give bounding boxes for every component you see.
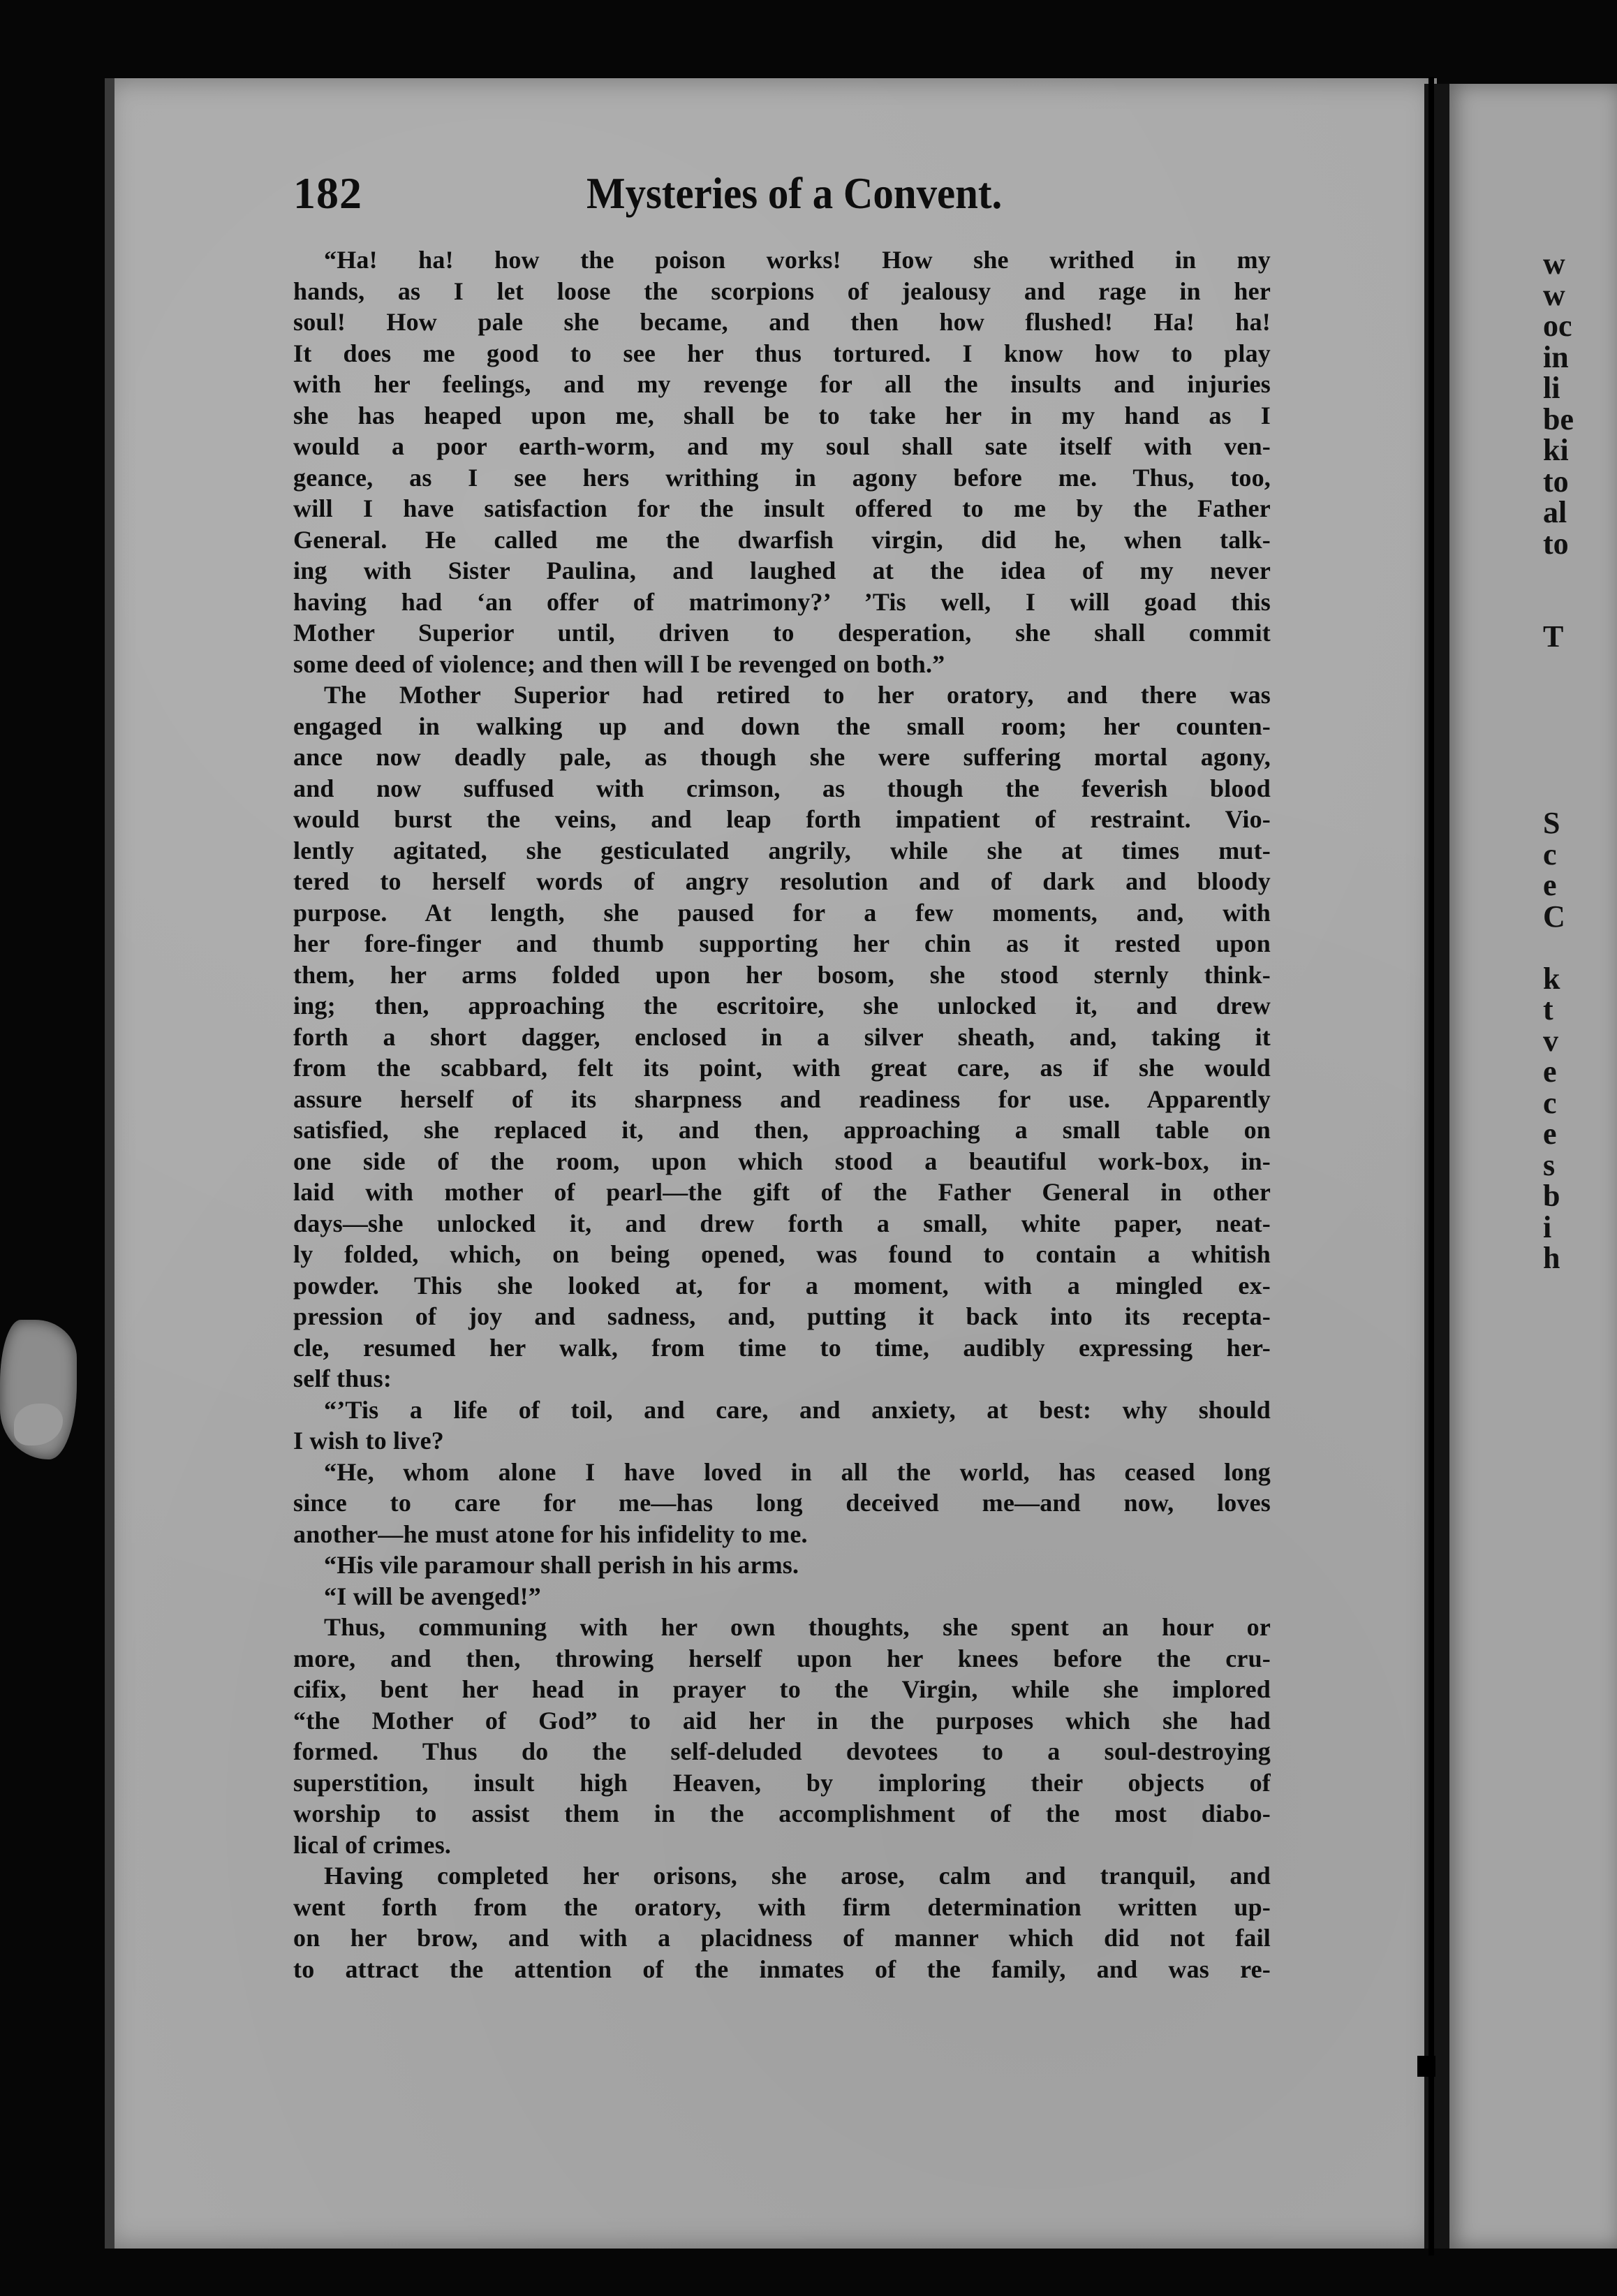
text-line: self thus:	[293, 1364, 392, 1392]
text-line: since to care for me—has long deceived me—and now, loves	[293, 1489, 1271, 1517]
text-line: tered to herself words of angry resolution and of dark and bloody	[293, 867, 1271, 895]
right-page-fragment: v	[1543, 1023, 1558, 1058]
right-page-fragment: w	[1543, 277, 1565, 312]
right-page-fragment: b	[1543, 1179, 1560, 1213]
text-line: It does me good to see her thus tortured. I know how to play	[293, 339, 1271, 367]
text-line: “Ha! ha! how the poison works! How she writhed in my	[324, 246, 1271, 274]
text-line: went forth from the oratory, with firm determination written up-	[293, 1892, 1271, 1921]
right-page-fragment: e	[1543, 1117, 1557, 1151]
text-line: Mother Superior until, driven to desperation, she shall commit	[293, 619, 1271, 647]
text-line: some deed of violence; and then will I be revenged on both.”	[293, 649, 945, 678]
right-page-fragment: c	[1543, 1085, 1557, 1120]
text-line: forth a short dagger, enclosed in a silver sheath, and, taking it	[293, 1022, 1271, 1051]
text-line: days—she unlocked it, and drew forth a small, white paper, neat-	[293, 1209, 1271, 1237]
text-line: lently agitated, she gesticulated angrily, while she at times mut-	[293, 836, 1271, 864]
text-line: “He, whom alone I have loved in all the world, has ceased long	[324, 1457, 1271, 1486]
right-page-fragment: to	[1543, 464, 1569, 499]
binding-mark	[1417, 2056, 1435, 2077]
text-line: another—he must atone for his infidelity to me.	[293, 1519, 808, 1548]
right-page-fragment: c	[1543, 837, 1557, 871]
right-page-fragment: T	[1543, 619, 1564, 654]
text-line: with her feelings, and my revenge for all the insults and injuries	[293, 370, 1271, 398]
text-line: geance, as I see hers writhing in agony before me. Thus, too,	[293, 463, 1271, 492]
text-line: will I have satisfaction for the insult offered to me by the Father	[293, 494, 1271, 522]
right-page-fragment: C	[1543, 899, 1565, 934]
right-page-fragment: e	[1543, 868, 1557, 902]
right-page-fragment: oc	[1543, 309, 1572, 343]
text-line: hands, as I let loose the scorpions of jealousy and rage in her	[293, 277, 1271, 305]
text-line: worship to assist them in the accomplishment of the most diabo-	[293, 1800, 1271, 1827]
right-page-fragment: h	[1543, 1241, 1560, 1275]
text-line: ance now deadly pale, as though she were suffering mortal agony,	[293, 743, 1271, 771]
text-line: formed. Thus do the self-deluded devotees to a soul-destroying	[293, 1737, 1271, 1765]
right-page	[1449, 84, 1617, 2249]
text-line: them, her arms folded upon her bosom, she stood sternly think-	[293, 960, 1271, 989]
right-page-fragment: al	[1543, 495, 1567, 529]
text-line: she has heaped upon me, shall be to take her in my hand as I	[293, 401, 1271, 429]
page-header	[293, 168, 1271, 230]
page-number: 182	[293, 168, 362, 218]
text-line: on her brow, and with a placidness of manner which did not fail	[293, 1924, 1271, 1952]
right-page-fragment: w	[1543, 246, 1565, 281]
right-page-fragment: to	[1543, 526, 1569, 561]
text-line: would burst the veins, and leap forth impatient of restraint. Vio-	[293, 805, 1271, 833]
text-line: soul! How pale she became, and then how flushed! Ha! ha!	[293, 308, 1271, 336]
text-line: “His vile paramour shall perish in his arms.	[324, 1551, 799, 1579]
text-line: assure herself of its sharpness and readiness for use. Apparently	[293, 1084, 1271, 1113]
right-page-fragment: S	[1543, 806, 1560, 840]
text-line: satisfied, she replaced it, and then, approaching a small table on	[293, 1116, 1271, 1144]
right-page-fragment: in	[1543, 339, 1569, 374]
right-page-fragment: ki	[1543, 433, 1569, 467]
text-line: Thus, communing with her own thoughts, she spent an hour or	[324, 1613, 1271, 1641]
text-line: lical of crimes.	[293, 1830, 452, 1859]
text-line: and now suffused with crimson, as though the feverish blood	[293, 774, 1271, 802]
text-line: “’Tis a life of toil, and care, and anxiety, at best: why should	[324, 1395, 1271, 1424]
text-line: from the scabbard, felt its point, with great care, as if she would	[293, 1054, 1271, 1082]
text-line: laid with mother of pearl—the gift of the Father General in other	[293, 1178, 1271, 1206]
text-line: her fore-finger and thumb supporting her chin as it rested upon	[293, 929, 1271, 957]
right-page-fragment: li	[1543, 371, 1560, 405]
text-line: powder. This she looked at, for a moment, with a mingled ex-	[293, 1271, 1271, 1300]
text-line: cifix, bent her head in prayer to the Virgin, while she implored	[293, 1675, 1271, 1703]
text-line: General. He called me the dwarfish virgin, did he, when talk-	[293, 525, 1271, 554]
text-line: having had ‘an offer of matrimony?’ ’Tis well, I will goad this	[293, 587, 1271, 616]
text-line: The Mother Superior had retired to her oratory, and there was	[324, 681, 1271, 709]
text-line: one side of the room, upon which stood a beautiful work-box, in-	[293, 1147, 1271, 1175]
body-text	[293, 244, 1271, 1985]
text-line: engaged in walking up and down the small room; her counten-	[293, 712, 1271, 740]
text-line: cle, resumed her walk, from time to time, audibly expressing her-	[293, 1333, 1271, 1362]
gutter-line	[1428, 77, 1434, 2255]
right-page-fragment: t	[1543, 992, 1553, 1026]
text-line: ing; then, approaching the escritoire, she unlocked it, and drew	[293, 992, 1271, 1020]
right-page-fragment: s	[1543, 1147, 1556, 1182]
text-line: I wish to live?	[293, 1427, 445, 1455]
right-page-fragment: k	[1543, 961, 1560, 996]
text-line: “I will be avenged!”	[324, 1582, 542, 1610]
text-line: Having completed her orisons, she arose, calm and tranquil, and	[324, 1862, 1271, 1890]
text-line: more, and then, throwing herself upon her knees before the cru-	[293, 1644, 1271, 1672]
text-line: ly folded, which, on being opened, was found to contain a whitish	[293, 1240, 1271, 1268]
right-page-fragment: e	[1543, 1054, 1557, 1089]
text-line: superstition, insult high Heaven, by imploring their objects of	[293, 1768, 1271, 1797]
text-line: purpose. At length, she paused for a few moments, and, with	[293, 898, 1271, 927]
text-line: pression of joy and sadness, and, putting it back into its recepta-	[293, 1302, 1271, 1330]
text-line: ing with Sister Paulina, and laughed at the idea of my never	[293, 557, 1271, 584]
text-line: to attract the attention of the inmates of the family, and was re-	[293, 1955, 1271, 1983]
right-page-fragment: i	[1543, 1209, 1552, 1244]
text-line: would a poor earth-worm, and my soul shall sate itself with ven-	[293, 432, 1271, 460]
left-page-edge	[105, 78, 115, 2249]
right-page-fragment: be	[1543, 402, 1574, 436]
running-title: Mysteries of a Convent.	[586, 168, 1003, 218]
text-line: “the Mother of God” to aid her in the purposes which she had	[293, 1706, 1271, 1735]
